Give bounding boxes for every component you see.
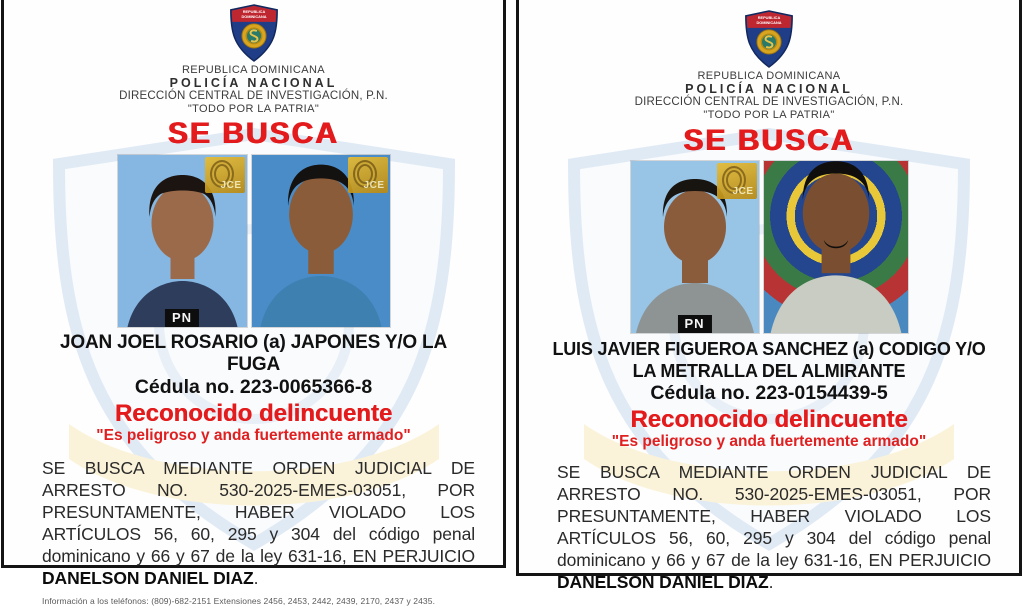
status-line: Reconocido delincuente: [630, 406, 908, 433]
cedula-number: Cédula no. 223-0154439-5: [650, 382, 888, 404]
header-country: REPUBLICA DOMINICANA: [181, 64, 326, 76]
victim-name: DANELSON DANIEL DIAZ: [557, 572, 769, 592]
legal-text: [42, 457, 475, 589]
pn-badge: PN: [165, 309, 199, 327]
suspect-name: LUIS JAVIER FIGUEROA SANCHEZ (a) CODIGO Y/O LA METRALLA DEL ALMIRANTE: [552, 339, 986, 381]
badge-text-line2: DOMINICANA: [240, 15, 267, 20]
suspect-name: JOAN JOEL ROSARIO (a) JAPONES Y/O LA FUGA: [60, 332, 447, 375]
header-institution: POLICÍA NACIONAL: [685, 82, 853, 96]
jce-label: JCE: [363, 180, 385, 191]
header-department: DIRECCIÓN CENTRAL DE INVESTIGACIÓN, P.N.: [119, 90, 388, 102]
badge-text-line1: REPUBLICA: [757, 16, 781, 21]
wanted-title: SE BUSCA: [167, 117, 340, 150]
header-department: DIRECCIÓN CENTRAL DE INVESTIGACIÓN, P.N.: [634, 96, 904, 108]
suspect-photos-row: [4, 155, 503, 327]
victim-name: DANELSON DANIEL DIAZ: [42, 568, 254, 588]
jce-watermark-icon: [205, 157, 245, 193]
header-country: REPUBLICA DOMINICANA: [697, 70, 841, 82]
police-badge-icon: [740, 10, 798, 68]
legal-text-period: .: [253, 568, 259, 588]
jce-watermark-icon: [717, 163, 757, 199]
cedula-number: Cédula no. 223-0065366-8: [134, 376, 373, 398]
jce-label: JCE: [220, 180, 242, 191]
header-motto: "TODO POR LA PATRIA": [187, 103, 320, 115]
pn-badge: PN: [677, 315, 711, 333]
jce-watermark-icon: [348, 157, 388, 193]
contact-info: Información a los teléfonos: (809)-682-2151 Extensiones 2456, 2453, 2442, 2439, 2170, 2437 y 2435.: [42, 596, 436, 606]
warning-line: "Es peligroso y anda fuertemente armado": [611, 433, 927, 450]
header-institution: POLICÍA NACIONAL: [169, 76, 338, 90]
person-silhouette-icon: [764, 161, 908, 333]
legal-text-main: SE BUSCA MEDIANTE ORDEN JUDICIAL DE ARRESTO NO. 530-2025-EMES-03051, POR PRESUNTAMENTE, HABER VIOLADO LOS ARTÍCULOS 56, 60, 295 y 304 del código penal dominicano y 66 y 67 de la ley 631-16, EN PERJUICIO: [557, 462, 991, 570]
jce-label: JCE: [732, 186, 754, 197]
legal-text-main: SE BUSCA MEDIANTE ORDEN JUDICIAL DE ARRESTO NO. 530-2025-EMES-03051, POR PRESUNTAMENTE, HABER VIOLADO LOS ARTÍCULOS 56, 60, 295 y 304 del código penal dominicano y 66 y 67 de la ley 631-16, EN PERJUICIO: [42, 458, 475, 566]
header-motto: "TODO POR LA PATRIA": [703, 109, 835, 121]
police-badge-icon: [225, 4, 283, 62]
wanted-poster-right: [516, 0, 1022, 592]
suspect-photo: [118, 155, 247, 327]
status-line: Reconocido delincuente: [114, 400, 393, 427]
legal-text: [557, 461, 991, 593]
badge-text-line1: REPUBLICA: [242, 10, 265, 15]
suspect-photos-row: [519, 161, 1019, 333]
wanted-title: SE BUSCA: [683, 124, 855, 157]
legal-text-period: .: [768, 572, 774, 592]
suspect-photo: [764, 161, 908, 333]
wanted-poster-left: [1, 0, 506, 606]
suspect-photo: [631, 161, 759, 333]
warning-line: "Es peligroso y anda fuertemente armado": [96, 427, 411, 444]
suspect-photo: [252, 155, 390, 327]
badge-text-line2: DOMINICANA: [756, 21, 782, 26]
